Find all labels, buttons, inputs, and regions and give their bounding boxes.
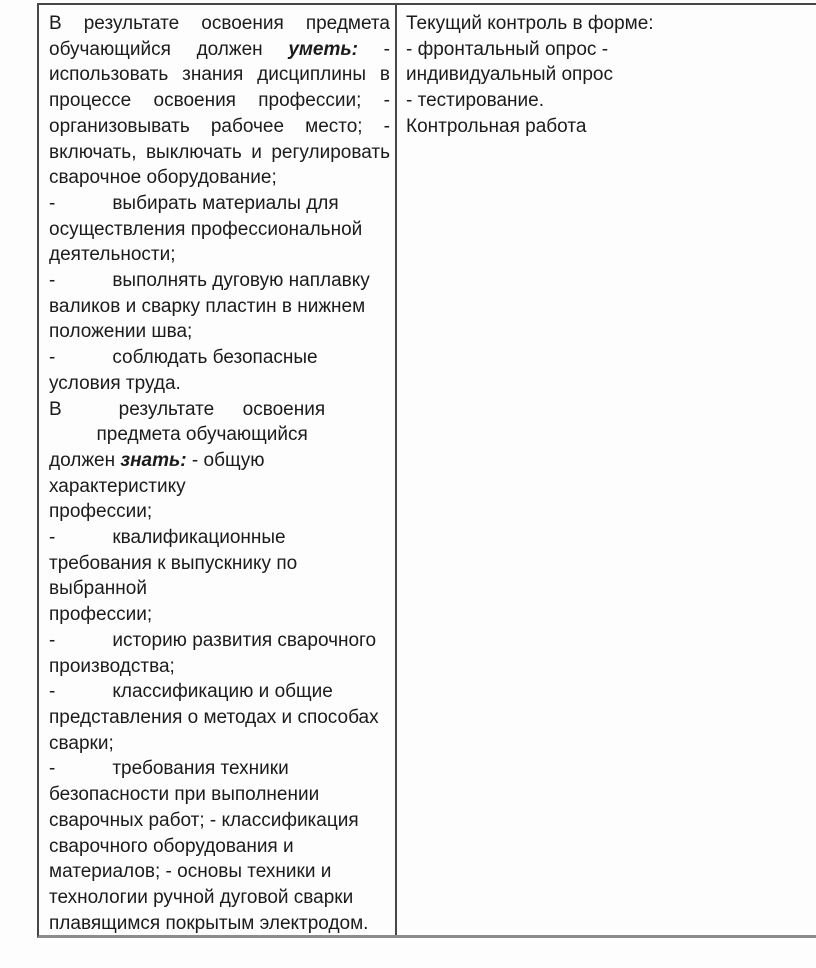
text-line: организовывать рабочее место; -: [49, 115, 390, 137]
text-line: обучающийся должен уметь: -: [49, 38, 390, 60]
text-line: условия труда.: [49, 372, 181, 394]
text-line: осуществления профессиональной: [49, 218, 363, 240]
requirements-table: [37, 3, 816, 938]
text-line: материалов; - основы техники и: [49, 861, 332, 883]
text-line: - историю развития сварочного: [49, 629, 377, 651]
text-line: - квалификационные: [49, 527, 286, 549]
text-line: профессии;: [49, 604, 153, 626]
text-line: деятельности;: [49, 244, 176, 266]
text-line: сварочных работ; - классификация: [49, 809, 359, 831]
text-line: производства;: [49, 655, 175, 677]
text-line: индивидуальный опрос: [406, 64, 613, 86]
text-line: - фронтальный опрос -: [406, 38, 609, 60]
text-line: - классификацию и общие: [49, 681, 333, 703]
table-cell-control-forms: [397, 5, 816, 935]
text-line: положении шва;: [49, 321, 193, 343]
table-cell-learning-outcomes: [39, 5, 397, 935]
text-line: безопасности при выполнении: [49, 784, 320, 806]
text-line: Текущий контроль в форме:: [406, 13, 654, 34]
text-line: использовать знания дисциплины в: [49, 64, 390, 86]
emphasized-term: знать:: [120, 449, 187, 471]
text-line: В результате освоения предмета: [49, 13, 390, 34]
text-line: сварочного оборудования и: [49, 835, 294, 857]
text-line: плавящимся покрытым электродом.: [49, 912, 369, 934]
text-line: - соблюдать безопасные: [49, 347, 318, 369]
text-line: сварки;: [49, 732, 114, 754]
text-line: процессе освоения профессии; -: [49, 90, 390, 112]
text-line: сварочное оборудование;: [49, 167, 277, 189]
text-line: представления о методах и способах: [49, 706, 379, 728]
text-line: характеристику: [49, 475, 186, 497]
text-line: выбранной: [49, 578, 147, 600]
text-line: - выбирать материалы для: [49, 192, 339, 214]
text-line: предмета обучающийся: [49, 424, 308, 446]
text-line: - выполнять дуговую наплавку: [49, 270, 370, 292]
emphasized-term: уметь:: [288, 38, 359, 60]
text-line: - требования техники: [49, 758, 289, 780]
text-line: технологии ручной дуговой сварки: [49, 886, 354, 908]
text-line: должен знать: - общую: [49, 449, 265, 471]
text-line: требования к выпускнику по: [49, 552, 298, 574]
text-line: Контрольная работа: [406, 115, 587, 137]
text-line: валиков и сварку пластин в нижнем: [49, 295, 366, 317]
text-line: - тестирование.: [406, 90, 545, 112]
text-line: В результате освоения: [49, 398, 326, 420]
text-line: включать, выключать и регулировать: [49, 141, 390, 163]
text-line: профессии;: [49, 501, 153, 523]
